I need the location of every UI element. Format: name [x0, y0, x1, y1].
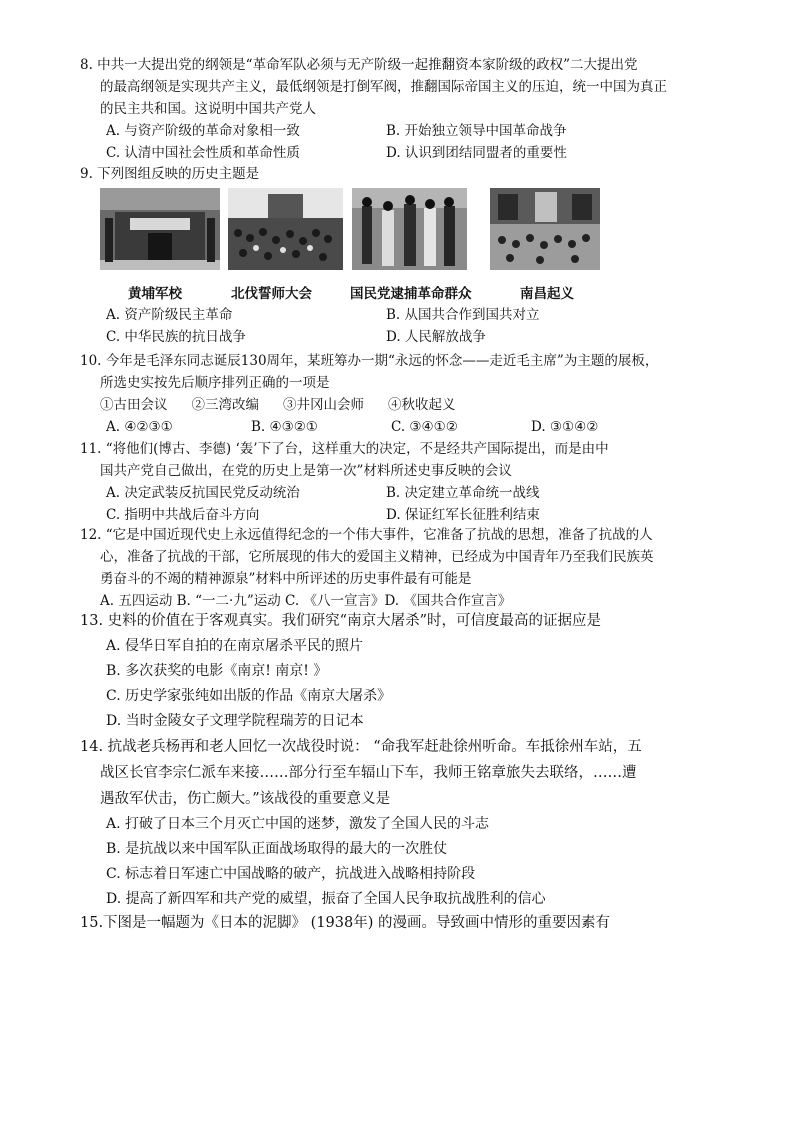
- question-14: [80, 734, 720, 912]
- caption-huangpu: 黄埔军校: [128, 286, 182, 302]
- caption-kmt-arrest: 国民党逮捕革命群众: [350, 286, 472, 302]
- q8-option-b[interactable]: B. 开始独立领导中国革命战争: [386, 123, 567, 139]
- q8-option-c[interactable]: C. 认清中国社会性质和革命性质: [106, 145, 300, 161]
- q14-line-3: 遇敌军伏击，伤亡颇大。”该战役的重要意义是: [100, 791, 391, 807]
- q11-line-2: 国共产党自己做出，在党的历史上是第一次”材料所述史事反映的会议: [100, 463, 512, 479]
- q13-option-d[interactable]: D. 当时金陵女子文理学院程瑞芳的日记本: [106, 713, 364, 729]
- q11-options: [80, 482, 720, 526]
- photo-huangpu-academy: [100, 188, 220, 270]
- q8-line-2: 的最高纲领是实现共产主义，最低纲领是打倒军阀，推翻国际帝国主义的压迫，统一中国为真正: [100, 79, 667, 95]
- q13-option-a[interactable]: A. 侵华日军自拍的在南京屠杀平民的照片: [106, 638, 364, 654]
- q8-option-d[interactable]: D. 认识到团结同盟者的重要性: [386, 145, 567, 161]
- q14-option-c[interactable]: C. 标志着日军速亡中国战略的破产，抗战进入战略相持阶段: [106, 866, 476, 882]
- q13-option-c[interactable]: C. 历史学家张纯如出版的作品《南京大屠杀》: [106, 688, 392, 704]
- q14-option-d[interactable]: D. 提高了新四军和共产党的威望，振奋了全国人民争取抗战胜利的信心: [106, 891, 546, 907]
- q9-option-b[interactable]: B. 从国共合作到国共对立: [386, 307, 540, 323]
- q10-items: [80, 394, 720, 416]
- q11-option-d[interactable]: D. 保证红军长征胜利结束: [386, 507, 540, 523]
- q9-captions: [100, 282, 620, 304]
- q10-item-3: ③井冈山会师: [283, 397, 364, 413]
- q11-option-a[interactable]: A. 决定武装反抗国民党反动统治: [106, 485, 300, 501]
- q11-option-b[interactable]: B. 决定建立革命统一战线: [386, 485, 540, 501]
- q12-line-2: 心，准备了抗战的干部，它所展现的伟大的爱国主义精神，已经成为中国青年乃至我们民族英: [100, 549, 654, 565]
- question-12: [80, 524, 720, 612]
- q14-option-b[interactable]: B. 是抗战以来中国军队正面战场取得的最大的一次胜仗: [106, 841, 448, 857]
- q10-item-1: ①古田会议: [100, 397, 168, 413]
- question-10: [80, 350, 720, 438]
- q10-line-2: 所选史实按先后顺序排列正确的一项是: [100, 375, 330, 391]
- caption-nanchang: 南昌起义: [520, 286, 574, 302]
- q10-option-c[interactable]: C. ③④①②: [391, 419, 458, 435]
- q13-stem: 13. 史料的价值在于客观真实。我们研究“南京大屠杀”时，可信度最高的证据应是: [80, 613, 601, 629]
- q14-line-1: 14. 抗战老兵杨再和老人回忆一次战役时说： “命我军赶赴徐州听命。车抵徐州车站，五: [80, 739, 642, 755]
- q13-options: [80, 634, 720, 734]
- q11-line-1: 11. “将他们(博古、李德) ‘轰’下了台，这样重大的决定，不是经共产国际提出，而是由中: [80, 441, 609, 457]
- q10-item-4: ④秋收起义: [388, 397, 456, 413]
- q14-line-2: 战区长官李宗仁派车来接……部分行至车辐山下车，我师王铭章旅失去联络，……遭: [100, 765, 637, 781]
- q8-line-1: 8. 中共一大提出党的纲领是“革命军队必须与无产阶级一起推翻资本家阶级的政权”二大提出党: [80, 57, 638, 73]
- q9-stem: 9. 下列图组反映的历史主题是: [80, 166, 260, 182]
- caption-northern-expedition: 北伐誓师大会: [231, 286, 312, 302]
- q11-option-c[interactable]: C. 指明中共战后奋斗方向: [106, 507, 260, 523]
- q13-option-b[interactable]: B. 多次获奖的电影《南京! 南京! 》: [106, 663, 328, 679]
- q8-line-3: 的民主共和国。这说明中国共产党人: [100, 101, 316, 117]
- photo-northern-expedition-rally: [228, 188, 343, 270]
- question-13: [80, 608, 720, 734]
- q10-option-d[interactable]: D. ③①④②: [531, 419, 599, 435]
- q9-photo-group: [100, 188, 620, 278]
- photo-nanchang-uprising: [490, 188, 600, 270]
- q9-options: [80, 304, 720, 348]
- question-11: [80, 438, 720, 526]
- question-15: [80, 910, 720, 936]
- q12-options[interactable]: A. 五四运动 B. “一二·九”运动 C. 《八一宣言》D. 《国共合作宣言》: [100, 593, 512, 609]
- q15-stem: 15.下图是一幅题为《日本的泥脚》 (1938年) 的漫画。导致画中情形的重要因素有: [80, 915, 610, 931]
- q9-option-c[interactable]: C. 中华民族的抗日战争: [106, 329, 246, 345]
- question-8: [80, 54, 720, 164]
- q10-item-2: ②三湾改编: [191, 397, 259, 413]
- q14-options: [80, 812, 720, 912]
- photo-kmt-arrest: [352, 188, 467, 270]
- q10-option-a[interactable]: A. ④②③①: [106, 419, 173, 435]
- q12-line-1: 12. “它是中国近现代史上永远值得纪念的一个伟大事件，它准备了抗战的思想，准备了抗战的人: [80, 527, 653, 543]
- q9-option-d[interactable]: D. 人民解放战争: [386, 329, 486, 345]
- q10-option-b[interactable]: B. ④③②①: [251, 419, 318, 435]
- q8-option-a[interactable]: A. 与资产阶级的革命对象相一致: [106, 123, 300, 139]
- q9-option-a[interactable]: A. 资产阶级民主革命: [106, 307, 233, 323]
- q8-options: [80, 120, 720, 164]
- q14-option-a[interactable]: A. 打破了日本三个月灭亡中国的迷梦，激发了全国人民的斗志: [106, 816, 490, 832]
- question-9-stem: [80, 163, 720, 185]
- q10-line-1: 10. 今年是毛泽东同志诞辰130周年，某班筹办一期“永远的怀念——走近毛主席”为主题的展板，: [80, 353, 659, 369]
- q12-line-3: 勇奋斗的不竭的精神源泉”材料中所评述的历史事件最有可能是: [100, 571, 472, 587]
- q10-options: [80, 416, 720, 438]
